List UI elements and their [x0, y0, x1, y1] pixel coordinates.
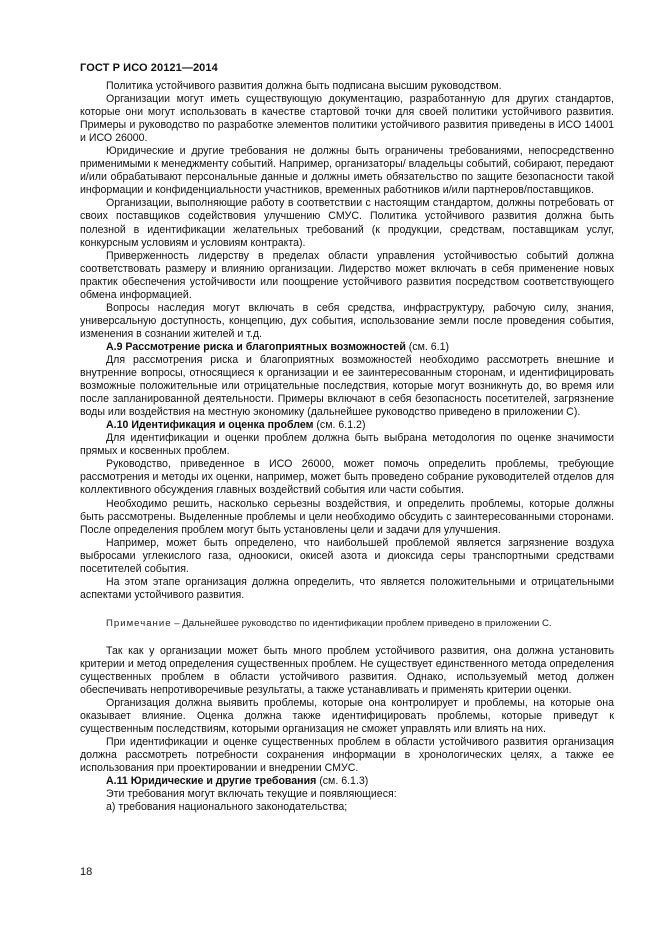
section-heading-title: А.9 Рассмотрение риска и благоприятных возможностей	[106, 340, 406, 353]
section-heading-title: А.10 Идентификация и оценка проблем	[106, 419, 314, 432]
section-heading-a11	[80, 775, 614, 788]
note	[80, 617, 614, 630]
paragraph: Организация должна выявить проблемы, которые она контролирует и проблемы, на которые она оказывает влияние. Оценка должна также идентифицировать проблемы, которые приведут к существенным последствиям, которыми организация не сможет управлять или влиять на них.	[80, 697, 614, 736]
paragraph: Организации могут иметь существующую документацию, разработанную для других стандартов, которые они могут использовать в качестве стартовой точки для своей политики устойчивого развития. Примеры и руководство по разработке элементов политики устойчивого развития приведены в ИСО 14001 и ИСО 26000.	[80, 93, 614, 145]
document-header: ГОСТ Р ИСО 20121—2014	[80, 62, 218, 74]
section-heading-ref: (см. 6.1.2)	[313, 419, 366, 432]
page-number: 18	[80, 866, 93, 878]
paragraph: Руководство, приведенное в ИСО 26000, может помочь определить проблемы, требующие рассмотрения и методы их оценки, например, может быть проведено собрание руководителей отделов для коллективного обсуждения главных воздействий события или части события.	[80, 458, 614, 497]
list-item: а) требования национального законодательства;	[106, 801, 348, 814]
paragraph: На этом этапе организация должна определить, что является положительными и отрицательными аспектами устойчивого развития.	[80, 575, 614, 601]
paragraph: Например, может быть определено, что наибольшей проблемой является загрязнение воздуха выбросами углекислого газа, одноокиси, окисей азота и диоксида серы транспортными средствами посетителей события.	[80, 536, 614, 575]
section-heading-ref: (см. 6.1)	[405, 340, 450, 353]
paragraph: При идентификации и оценке существенных проблем в области устойчивого развития организация должна рассмотреть потребности сохранения информации в хронологических целях, а также ее использования при проектировании и внедрении СМУС.	[80, 736, 614, 775]
paragraph: Для рассмотрения риска и благоприятных возможностей необходимо рассмотреть внешние и внутренние вопросы, относящиеся к организации и ее заинтересованным сторонам, и идентифицировать возможные положительные или отрицательные последствия, которые могут возникнуть до, во время или после запланированной деятельности. Примеры включают в себя безопасность посетителей, загрязнение воды или воздействия на местную экономику (дальнейшее руководство приведено в приложении С).	[80, 353, 614, 419]
paragraph: Юридические и другие требования не должны быть ограничены требованиями, непосредственно применимыми к менеджменту событий. Например, организаторы/ владельцы событий, собирают, передают и/или обрабатывают персональные данные и должны иметь обязательство по защите безопасности такой информации и конфиденциальности участников, временных работников и/или партнеров/поставщиков.	[80, 145, 614, 197]
paragraph: Так как у организации может быть много проблем устойчивого развития, она должна установить критерии и метод определения существенных проблем. Не существует единственного метода определения существенных проблем в области устойчивого развития. Однако, используемый метод должен обеспечивать непротиворечивые результаты, а также устанавливать и применять критерии оценки.	[80, 644, 614, 697]
section-heading-title: А.11 Юридические и другие требования	[106, 775, 317, 788]
paragraph: Вопросы наследия могут включать в себя средства, инфраструктуру, рабочую силу, знания, универсальную доступность, концепцию, дух события, использование земли после проведения события, изменения в сознании жителей и т.д.	[80, 301, 614, 340]
paragraph: Политика устойчивого развития должна быть подписана высшим руководством.	[106, 80, 502, 92]
paragraph: Для идентификации и оценки проблем должна быть выбрана методология по оценке значимости прямых и косвенных проблем.	[80, 432, 614, 458]
paragraph: Приверженность лидерству в пределах области управления устойчивостью событий должна соответствовать размеру и влиянию организации. Лидерство может включать в себя применение новых практик обеспечения устойчивости или поощрение устойчивого развития посредством соответствующего обмена информацией.	[80, 249, 614, 301]
paragraph: Необходимо решить, насколько серьезны воздействия, и определить проблемы, которые должны быть рассмотрены. Выделенные проблемы и цели необходимо обсудить с заинтересованными сторонами. После определения проблем могут быть установлены цели и задачи для улучшения.	[80, 497, 614, 536]
document-body	[80, 80, 614, 815]
section-heading-a9	[80, 341, 614, 354]
paragraph: Организации, выполняющие работу в соответствии с настоящим стандартом, должны потребовать от своих поставщиков содействовия улучшению СМУС. Политика устойчивого развития должна быть полезной в идентификации желательных требований (к продукции, средствам, поставщикам услуг, конкурсным условиям и условиям контракта).	[80, 197, 614, 249]
note-text: – Дальнейшее руководство по идентификации проблем приведено в приложении С.	[171, 617, 552, 629]
spacer	[80, 630, 614, 645]
section-heading-ref: (см. 6.1.3)	[316, 775, 369, 788]
section-heading-a10	[80, 419, 614, 432]
paragraph: Эти требования могут включать текущие и появляющиеся:	[106, 788, 397, 801]
note-label: Примечание	[106, 617, 172, 629]
